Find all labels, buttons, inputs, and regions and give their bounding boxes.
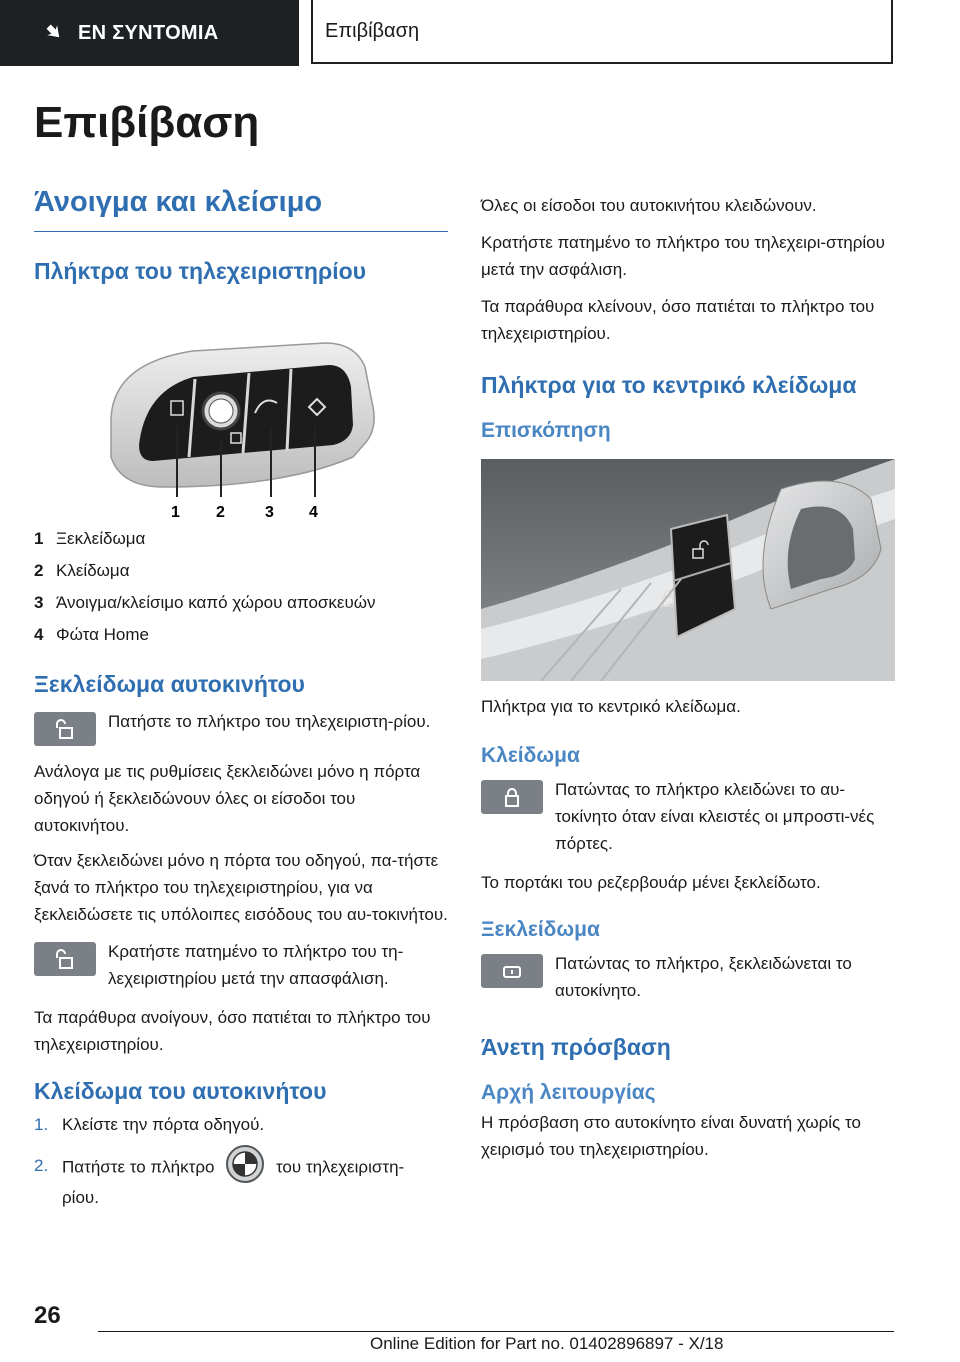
remote-key-figure xyxy=(93,327,389,519)
lock-vehicle-title: Κλείδωμα του αυτοκινήτου xyxy=(34,1078,327,1104)
unlock-row xyxy=(481,950,895,1004)
footer-rule xyxy=(98,1331,894,1332)
padlock-closed-icon xyxy=(501,786,523,808)
tab-quick-reference[interactable] xyxy=(0,0,299,66)
tab-label: ΕΝ ΣΥΝΤΟΜΙΑ xyxy=(78,21,219,44)
principle-text: Η πρόσβαση στο αυτοκίνητο είναι δυνατή χωρίς το χειρισμό του τηλεχειριστηρίου. xyxy=(481,1113,861,1159)
lock-steps xyxy=(34,1111,448,1211)
breadcrumb[interactable] xyxy=(311,0,893,64)
unlock-button-icon xyxy=(34,712,96,746)
list-item: 1. Κλείστε την πόρτα οδηγού. xyxy=(34,1115,265,1134)
padlock-open-icon xyxy=(54,948,76,970)
lock-button-icon xyxy=(481,780,543,814)
principle-title: Αρχή λειτουργίας xyxy=(481,1081,656,1104)
unlock-text: Πατώντας το πλήκτρο, ξεκλειδώνεται το αυτοκίνητο. xyxy=(555,954,852,1000)
overview-title: Επισκόπηση xyxy=(481,419,611,442)
remote-keys-title: Πλήκτρα του τηλεχειριστηρίου xyxy=(34,258,367,284)
central-lock-title: Πλήκτρα για το κεντρικό κλείδωμα xyxy=(481,372,857,398)
list-item: 2. Πατήστε το πλήκτρο του τηλεχειριστη- ρίου. xyxy=(34,1152,448,1211)
breadcrumb-text: Επιβίβαση xyxy=(325,19,420,42)
unlock-press-text: Πατήστε το πλήκτρο του τηλεχειριστη-ρίου. xyxy=(108,712,431,731)
key-arrow-icon xyxy=(44,22,66,44)
page-number: 26 xyxy=(34,1302,61,1329)
unlock-press-row xyxy=(34,708,448,746)
figure-number-3: 3 xyxy=(265,504,274,519)
page-title: Επιβίβαση xyxy=(34,98,260,147)
lock-text: Πατώντας το πλήκτρο κλειδώνει το αυ-τοκίνητο όταν είναι κλειστές οι μπροστι-νές πόρτες. xyxy=(555,780,875,853)
unlock-paragraph-2: Όταν ξεκλειδώνει μόνο η πόρτα του οδηγού, πα-τήστε ξανά το πλήκτρο του τηλεχειριστηρίου, για να ξεκλειδώσετε τις υπόλοιπες εισόδους του αυ-τοκινήτου. xyxy=(34,851,448,924)
unlock-hold-text: Κρατήστε πατημένο το πλήκτρο του τη-λεχειριστηρίου μετά την απασφάλιση. xyxy=(108,942,404,988)
unlock-paragraph-1: Ανάλογα με τις ρυθμίσεις ξεκλειδώνει μόνο η πόρτα οδηγού ή ξεκλειδώνουν όλες οι είσοδοι του αυτοκινήτου. xyxy=(34,762,421,835)
unlock-windows-text: Τα παράθυρα ανοίγουν, όσο πατιέται το πλήκτρο του τηλεχειριστηρίου. xyxy=(34,1008,431,1054)
comfort-access-title: Άνετη πρόσβαση xyxy=(481,1034,671,1060)
lock-row xyxy=(481,776,895,857)
unlock-button-icon xyxy=(34,942,96,976)
fuel-flap-text: Το πορτάκι του ρεζερβουάρ μένει ξεκλείδωτο. xyxy=(481,873,821,892)
lock-subtitle: Κλείδωμα xyxy=(481,744,580,767)
section-title: Άνοιγμα και κλείσιμο xyxy=(34,186,448,232)
legend-item: 4 Φώτα Home xyxy=(34,625,149,644)
figure-number-2: 2 xyxy=(216,504,225,519)
lock-all-text: Όλες οι είσοδοι του αυτοκινήτου κλειδώνουν. xyxy=(481,196,817,215)
unlock-subtitle: Ξεκλείδωμα xyxy=(481,918,600,941)
legend-item: 1 Ξεκλείδωμα xyxy=(34,529,146,548)
figure-number-4: 4 xyxy=(309,504,318,519)
right-column xyxy=(481,192,895,1163)
lock-windows-text: Τα παράθυρα κλείνουν, όσο πατιέται το πλήκτρο του τηλεχειριστηρίου. xyxy=(481,297,875,343)
top-bar xyxy=(0,0,960,66)
door-unlock-icon xyxy=(501,960,523,982)
unlock-door-button-icon xyxy=(481,954,543,988)
unlock-hold-row xyxy=(34,938,448,992)
door-lock-figure xyxy=(481,459,895,681)
figure-caption: Πλήκτρα για το κεντρικό κλείδωμα. xyxy=(481,697,741,716)
bmw-logo-icon xyxy=(225,1144,265,1184)
edition-text: Online Edition for Part no. 01402896897 - X/18 xyxy=(370,1334,724,1353)
lock-hold-text: Κρατήστε πατημένο το πλήκτρο του τηλεχειρι-στηρίου μετά την ασφάλιση. xyxy=(481,233,885,279)
remote-key-legend xyxy=(34,523,448,651)
legend-item: 3 Άνοιγμα/κλείσιμο καπό χώρου αποσκευών xyxy=(34,593,376,612)
figure-number-1: 1 xyxy=(171,504,180,519)
padlock-open-icon xyxy=(54,718,76,740)
unlock-vehicle-title: Ξεκλείδωμα αυτοκινήτου xyxy=(34,671,305,697)
legend-item: 2 Κλείδωμα xyxy=(34,561,130,580)
left-column xyxy=(34,186,448,1211)
